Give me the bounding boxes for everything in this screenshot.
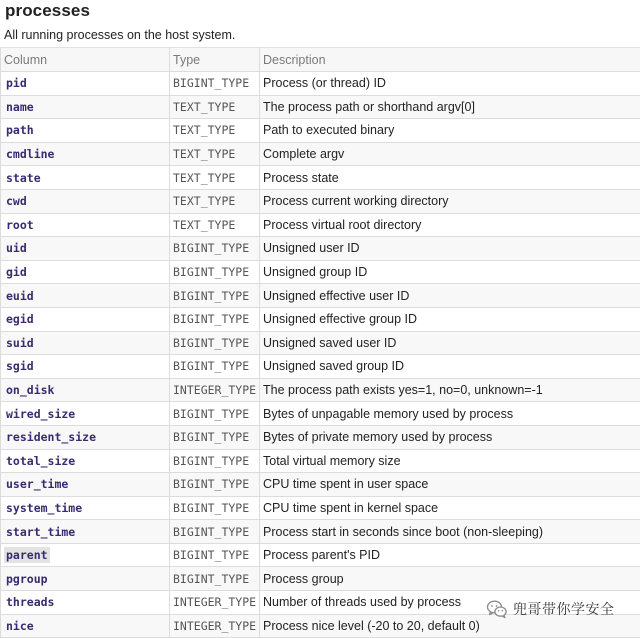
- table-row: [1, 95, 640, 119]
- column-type: BIGINT_TYPE: [173, 501, 249, 515]
- column-type: TEXT_TYPE: [173, 218, 235, 232]
- column-name: egid: [4, 311, 36, 327]
- column-type-cell: [170, 473, 260, 497]
- column-description-cell: [260, 72, 640, 96]
- column-description-cell: [260, 260, 640, 284]
- column-description-cell: [260, 449, 640, 473]
- column-name-cell: [1, 543, 170, 567]
- watermark-text: 兜哥带你学安全: [513, 599, 615, 619]
- column-name-cell: [1, 142, 170, 166]
- column-description: Process state: [263, 171, 339, 185]
- column-description: Unsigned effective group ID: [263, 312, 417, 326]
- column-name-cell: [1, 95, 170, 119]
- column-description-cell: [260, 284, 640, 308]
- column-name: resident_size: [4, 429, 98, 445]
- column-name: threads: [4, 594, 56, 610]
- table-row: [1, 496, 640, 520]
- column-type: BIGINT_TYPE: [173, 548, 249, 562]
- column-type-cell: [170, 72, 260, 96]
- column-type-cell: [170, 402, 260, 426]
- column-description: Path to executed binary: [263, 123, 394, 137]
- page-description: All running processes on the host system.: [4, 28, 235, 42]
- column-type-cell: [170, 520, 260, 544]
- column-description: The process path or shorthand argv[0]: [263, 100, 475, 114]
- column-name-cell: [1, 213, 170, 237]
- column-header-type: Type: [170, 48, 260, 72]
- column-description: CPU time spent in kernel space: [263, 501, 438, 515]
- column-description-cell: [260, 331, 640, 355]
- column-name: user_time: [4, 476, 70, 492]
- column-type: BIGINT_TYPE: [173, 430, 249, 444]
- column-type: INTEGER_TYPE: [173, 619, 256, 633]
- column-name: nice: [4, 618, 36, 634]
- column-description-cell: [260, 142, 640, 166]
- column-type: TEXT_TYPE: [173, 123, 235, 137]
- column-type-cell: [170, 95, 260, 119]
- table-row: [1, 213, 640, 237]
- column-type-cell: [170, 331, 260, 355]
- column-type: BIGINT_TYPE: [173, 359, 249, 373]
- column-description-cell: [260, 402, 640, 426]
- column-name-cell: [1, 591, 170, 615]
- watermark: [486, 596, 615, 622]
- column-name-cell: [1, 378, 170, 402]
- column-description: Process parent's PID: [263, 548, 380, 562]
- column-type-cell: [170, 567, 260, 591]
- column-type: INTEGER_TYPE: [173, 595, 256, 609]
- column-description-cell: [260, 543, 640, 567]
- schema-table: [0, 47, 640, 638]
- column-description: Process virtual root directory: [263, 218, 421, 232]
- column-description: Process (or thread) ID: [263, 76, 386, 90]
- column-description-cell: [260, 189, 640, 213]
- column-type: BIGINT_TYPE: [173, 525, 249, 539]
- column-description-cell: [260, 307, 640, 331]
- column-name: pid: [4, 75, 29, 91]
- table-row: [1, 260, 640, 284]
- table-row: [1, 307, 640, 331]
- column-type: BIGINT_TYPE: [173, 289, 249, 303]
- column-name: state: [4, 170, 43, 186]
- table-row: [1, 72, 640, 96]
- column-type: BIGINT_TYPE: [173, 454, 249, 468]
- column-name: name: [4, 99, 36, 115]
- column-type-cell: [170, 166, 260, 190]
- column-name-cell: [1, 567, 170, 591]
- table-row: [1, 142, 640, 166]
- table-row: [1, 425, 640, 449]
- column-type: BIGINT_TYPE: [173, 76, 249, 90]
- column-name-cell: [1, 473, 170, 497]
- column-type: TEXT_TYPE: [173, 100, 235, 114]
- column-description: CPU time spent in user space: [263, 477, 428, 491]
- table-row: [1, 189, 640, 213]
- column-name: uid: [4, 240, 29, 256]
- column-name-cell: [1, 72, 170, 96]
- column-description-cell: [260, 119, 640, 143]
- table-row: [1, 166, 640, 190]
- column-type-cell: [170, 142, 260, 166]
- column-description: Complete argv: [263, 147, 344, 161]
- column-name-cell: [1, 449, 170, 473]
- table-body: [1, 72, 640, 638]
- column-type-cell: [170, 591, 260, 615]
- column-type: BIGINT_TYPE: [173, 265, 249, 279]
- column-description-cell: [260, 213, 640, 237]
- table-row: [1, 402, 640, 426]
- column-description: Process group: [263, 572, 344, 586]
- column-type-cell: [170, 543, 260, 567]
- column-name-cell: [1, 260, 170, 284]
- column-name-cell: [1, 119, 170, 143]
- column-name: euid: [4, 288, 36, 304]
- column-header-column: Column: [1, 48, 170, 72]
- column-name-cell: [1, 496, 170, 520]
- table-header-row: [1, 48, 640, 72]
- column-type: INTEGER_TYPE: [173, 383, 256, 397]
- column-type: TEXT_TYPE: [173, 194, 235, 208]
- column-name: gid: [4, 264, 29, 280]
- column-name-cell: [1, 189, 170, 213]
- column-name: wired_size: [4, 406, 77, 422]
- column-description-cell: [260, 95, 640, 119]
- column-description: Unsigned user ID: [263, 241, 360, 255]
- column-name: root: [4, 217, 36, 233]
- column-name-cell: [1, 614, 170, 638]
- page-title: processes: [5, 1, 90, 21]
- column-description-cell: [260, 237, 640, 261]
- column-type-cell: [170, 189, 260, 213]
- column-description: Number of threads used by process: [263, 595, 461, 609]
- column-name: on_disk: [4, 382, 56, 398]
- column-name-cell: [1, 166, 170, 190]
- column-description-cell: [260, 425, 640, 449]
- column-name-cell: [1, 307, 170, 331]
- column-name: cwd: [4, 193, 29, 209]
- column-type-cell: [170, 378, 260, 402]
- column-header-description: Description: [260, 48, 640, 72]
- column-description-cell: [260, 520, 640, 544]
- column-description-cell: [260, 567, 640, 591]
- column-description: Unsigned saved user ID: [263, 336, 396, 350]
- column-type-cell: [170, 213, 260, 237]
- column-type-cell: [170, 449, 260, 473]
- column-name: sgid: [4, 358, 36, 374]
- column-type: BIGINT_TYPE: [173, 572, 249, 586]
- column-type-cell: [170, 614, 260, 638]
- column-description-cell: [260, 473, 640, 497]
- column-name-cell: [1, 355, 170, 379]
- column-name-cell: [1, 425, 170, 449]
- table-row: [1, 567, 640, 591]
- column-description-cell: [260, 378, 640, 402]
- column-type-cell: [170, 119, 260, 143]
- column-description: Unsigned saved group ID: [263, 359, 404, 373]
- column-name: total_size: [4, 453, 77, 469]
- column-type: BIGINT_TYPE: [173, 312, 249, 326]
- column-type-cell: [170, 496, 260, 520]
- table-row: [1, 520, 640, 544]
- table-row: [1, 119, 640, 143]
- column-name-cell: [1, 331, 170, 355]
- column-description-cell: [260, 496, 640, 520]
- column-name-cell: [1, 284, 170, 308]
- column-name-cell: [1, 402, 170, 426]
- table-row: [1, 378, 640, 402]
- column-description: Process start in seconds since boot (non-sleeping): [263, 525, 543, 539]
- table-row: [1, 284, 640, 308]
- column-name: start_time: [4, 524, 77, 540]
- column-description: Unsigned effective user ID: [263, 289, 409, 303]
- table-row: [1, 237, 640, 261]
- column-type: BIGINT_TYPE: [173, 241, 249, 255]
- column-description: Process current working directory: [263, 194, 448, 208]
- column-type-cell: [170, 307, 260, 331]
- column-name: pgroup: [4, 571, 50, 587]
- column-type-cell: [170, 260, 260, 284]
- column-name: suid: [4, 335, 36, 351]
- column-name: parent: [4, 547, 50, 563]
- column-description-cell: [260, 166, 640, 190]
- column-name: path: [4, 122, 36, 138]
- table-row: [1, 331, 640, 355]
- column-name: system_time: [4, 500, 84, 516]
- table-row: [1, 473, 640, 497]
- column-type: BIGINT_TYPE: [173, 477, 249, 491]
- wechat-icon: [486, 598, 508, 620]
- column-type: BIGINT_TYPE: [173, 336, 249, 350]
- column-type: TEXT_TYPE: [173, 171, 235, 185]
- column-type: TEXT_TYPE: [173, 147, 235, 161]
- column-name-cell: [1, 237, 170, 261]
- column-description-cell: [260, 355, 640, 379]
- column-description: Bytes of private memory used by process: [263, 430, 492, 444]
- column-description: Total virtual memory size: [263, 454, 401, 468]
- column-type-cell: [170, 284, 260, 308]
- column-name-cell: [1, 520, 170, 544]
- table-row: [1, 543, 640, 567]
- column-description: The process path exists yes=1, no=0, unknown=-1: [263, 383, 543, 397]
- column-type: BIGINT_TYPE: [173, 407, 249, 421]
- column-type-cell: [170, 355, 260, 379]
- column-description: Bytes of unpagable memory used by process: [263, 407, 513, 421]
- column-name: cmdline: [4, 146, 56, 162]
- column-description: Unsigned group ID: [263, 265, 367, 279]
- table-row: [1, 449, 640, 473]
- column-type-cell: [170, 425, 260, 449]
- column-description: Process nice level (-20 to 20, default 0): [263, 619, 480, 633]
- table-row: [1, 355, 640, 379]
- column-type-cell: [170, 237, 260, 261]
